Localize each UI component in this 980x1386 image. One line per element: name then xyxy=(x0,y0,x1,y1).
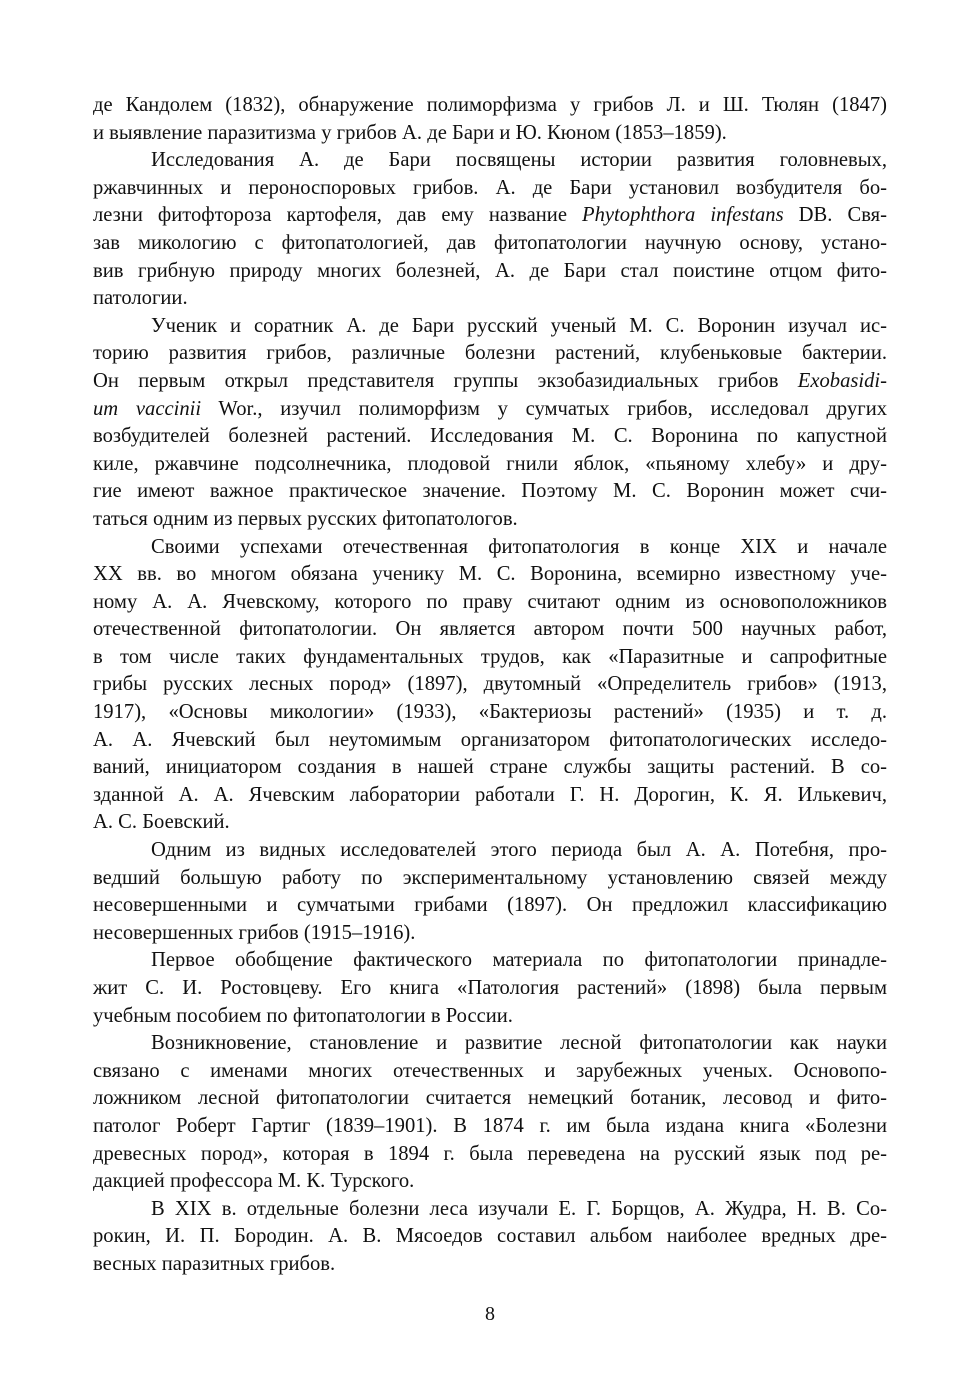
paragraph xyxy=(93,947,887,1030)
text-segment: Первое обобщение фактического материала по фитопатологии принадле- xyxy=(151,949,887,972)
text-line xyxy=(93,782,887,810)
italic-term: Exobasidi- xyxy=(797,369,887,392)
text-line xyxy=(93,396,887,424)
text-line xyxy=(93,1058,887,1086)
text-segment: патологии. xyxy=(93,287,188,310)
paragraph xyxy=(93,837,887,947)
text-segment: Исследования А. де Бари посвящены истории развития головневых, xyxy=(151,149,887,172)
text-segment: Ученик и соратник А. де Бари русский ученый М. С. Воронин изучал ис- xyxy=(151,314,887,337)
italic-term: um vaccinii xyxy=(93,397,202,420)
text-segment: киле, ржавчине подсолнечника, плодовой гнили яблок, «пьяному хлебу» и дру- xyxy=(93,452,887,475)
text-line xyxy=(93,368,887,396)
text-segment: ваний, инициатором создания в нашей стране службы защиты растений. В со- xyxy=(93,756,887,779)
text-segment: несовершенными и сумчатыми грибами (1897). Он предложил классификацию xyxy=(93,894,887,917)
text-segment: ному А. А. Ячевскому, которого по праву считают одним из основоположников xyxy=(93,590,887,613)
text-line xyxy=(93,1141,887,1169)
text-segment: DB. Свя- xyxy=(783,204,887,227)
text-segment: Одним из видных исследователей этого периода был А. А. Потебня, про- xyxy=(151,839,887,862)
text-line xyxy=(93,1113,887,1141)
paragraph xyxy=(93,534,887,838)
text-line xyxy=(93,699,887,727)
text-line xyxy=(93,202,887,230)
text-segment: в том числе таких фундаментальных трудов, как «Паразитные и сапрофитные xyxy=(93,645,887,668)
text-line xyxy=(93,313,887,341)
text-segment: Wor., изучил полиморфизм у сумчатых грибов, исследовал других xyxy=(201,397,888,420)
text-line xyxy=(93,975,887,1003)
text-line xyxy=(93,644,887,672)
paragraph xyxy=(93,1030,887,1196)
text-line xyxy=(93,1251,887,1279)
text-segment: патолог Роберт Гартиг (1839–1901). В 1874 г. им была издана книга «Болезни xyxy=(93,1114,887,1137)
body-text xyxy=(93,92,887,1279)
text-line xyxy=(93,616,887,644)
text-segment: Возникновение, становление и развитие лесной фитопатологии как науки xyxy=(151,1032,887,1055)
text-line xyxy=(93,727,887,755)
text-segment: А. А. Ячевский был неутомимым организатором фитопатологических исследо- xyxy=(93,728,887,751)
text-segment: ложником лесной фитопатологии считается немецкий ботаник, лесовод и фито- xyxy=(93,1087,887,1110)
text-line xyxy=(93,920,887,948)
text-segment: древесных пород», которая в 1894 г. была переведена на русский язык под ре- xyxy=(93,1142,887,1165)
text-line xyxy=(93,589,887,617)
text-line xyxy=(93,671,887,699)
text-line xyxy=(93,1168,887,1196)
text-segment: торию развития грибов, различные болезни растений, клубеньковые бактерии. xyxy=(93,342,887,365)
text-segment: и выявление паразитизма у грибов А. де Бари и Ю. Кюном (1853–1859). xyxy=(93,121,727,144)
text-line xyxy=(93,258,887,286)
text-line xyxy=(93,865,887,893)
text-segment: ведший большую работу по экспериментальному установлению связей между xyxy=(93,866,887,889)
text-segment: несовершенных грибов (1915–1916). xyxy=(93,921,416,944)
text-line xyxy=(93,230,887,258)
text-segment: учебным пособием по фитопатологии в России. xyxy=(93,1004,513,1027)
text-line xyxy=(93,478,887,506)
text-segment: весных паразитных грибов. xyxy=(93,1252,336,1275)
page-number: 8 xyxy=(485,1303,495,1325)
text-segment: Своими успехами отечественная фитопатология в конце XIX и начале xyxy=(151,535,887,558)
text-line xyxy=(93,534,887,562)
paragraph xyxy=(93,92,887,147)
text-segment: ржавчинных и пероноспоровых грибов. А. де Бари установил возбудителя бо- xyxy=(93,176,887,199)
text-segment: Он первым открыл представителя группы экзобазидиальных грибов xyxy=(93,369,798,392)
text-line xyxy=(93,285,887,313)
text-segment: возбудителей болезней растений. Исследования М. С. Воронина по капустной xyxy=(93,425,887,448)
text-line xyxy=(93,120,887,148)
text-segment: отечественной фитопатологии. Он является автором почти 500 научных работ, xyxy=(93,618,887,641)
text-segment: связано с именами многих отечественных и зарубежных ученых. Основопо- xyxy=(93,1059,887,1082)
text-line xyxy=(93,947,887,975)
text-segment: таться одним из первых русских фитопатологов. xyxy=(93,507,518,530)
text-line xyxy=(93,1223,887,1251)
text-segment: В XIX в. отдельные болезни леса изучали Е. Г. Борщов, А. Жудра, Н. В. Со- xyxy=(151,1197,887,1220)
text-line xyxy=(93,147,887,175)
paragraph xyxy=(93,147,887,313)
text-segment: рокин, И. П. Бородин. А. В. Мясоедов составил альбом наиболее вредных дре- xyxy=(93,1225,887,1248)
text-segment: 1917), «Основы микологии» (1933), «Бактериозы растений» (1935) и т. д. xyxy=(93,701,887,724)
text-line xyxy=(93,1003,887,1031)
text-line xyxy=(93,451,887,479)
text-segment: зав микологию с фитопатологией, дав фитопатологии научную основу, устано- xyxy=(93,231,887,254)
paragraph xyxy=(93,1196,887,1279)
text-line xyxy=(93,892,887,920)
text-line xyxy=(93,837,887,865)
text-segment: зданной А. А. Ячевским лаборатории работали Г. Н. Дорогин, К. Я. Илькевич, xyxy=(93,783,887,806)
text-segment: гие имеют важное практическое значение. Поэтому М. С. Воронин может счи- xyxy=(93,480,887,503)
text-line xyxy=(93,1085,887,1113)
text-line xyxy=(93,754,887,782)
text-segment: де Кандолем (1832), обнаружение полиморфизма у грибов Л. и Ш. Тюлян (1847) xyxy=(93,94,887,116)
text-line xyxy=(93,809,887,837)
paragraph xyxy=(93,313,887,534)
text-line xyxy=(93,340,887,368)
text-line xyxy=(93,1030,887,1058)
text-line xyxy=(93,92,887,120)
italic-term: Phytophthora infestans xyxy=(582,204,784,227)
text-segment: лезни фитофтороза картофеля, дав ему название xyxy=(93,204,583,227)
text-segment: А. С. Боевский. xyxy=(93,811,230,834)
text-segment: жит С. И. Ростовцеву. Его книга «Патология растений» (1898) была первым xyxy=(93,977,887,999)
text-line xyxy=(93,506,887,534)
text-segment: XX вв. во многом обязана ученику М. С. Воронина, всемирно известному уче- xyxy=(93,563,887,586)
text-line xyxy=(93,175,887,203)
text-line xyxy=(93,423,887,451)
text-line xyxy=(93,561,887,589)
text-segment: дакцией профессора М. К. Турского. xyxy=(93,1170,415,1193)
text-line xyxy=(93,1196,887,1224)
text-segment: грибы русских лесных пород» (1897), двутомный «Определитель грибов» (1913, xyxy=(93,673,887,696)
text-segment: вив грибную природу многих болезней, А. де Бари стал поистине отцом фито- xyxy=(93,259,887,282)
